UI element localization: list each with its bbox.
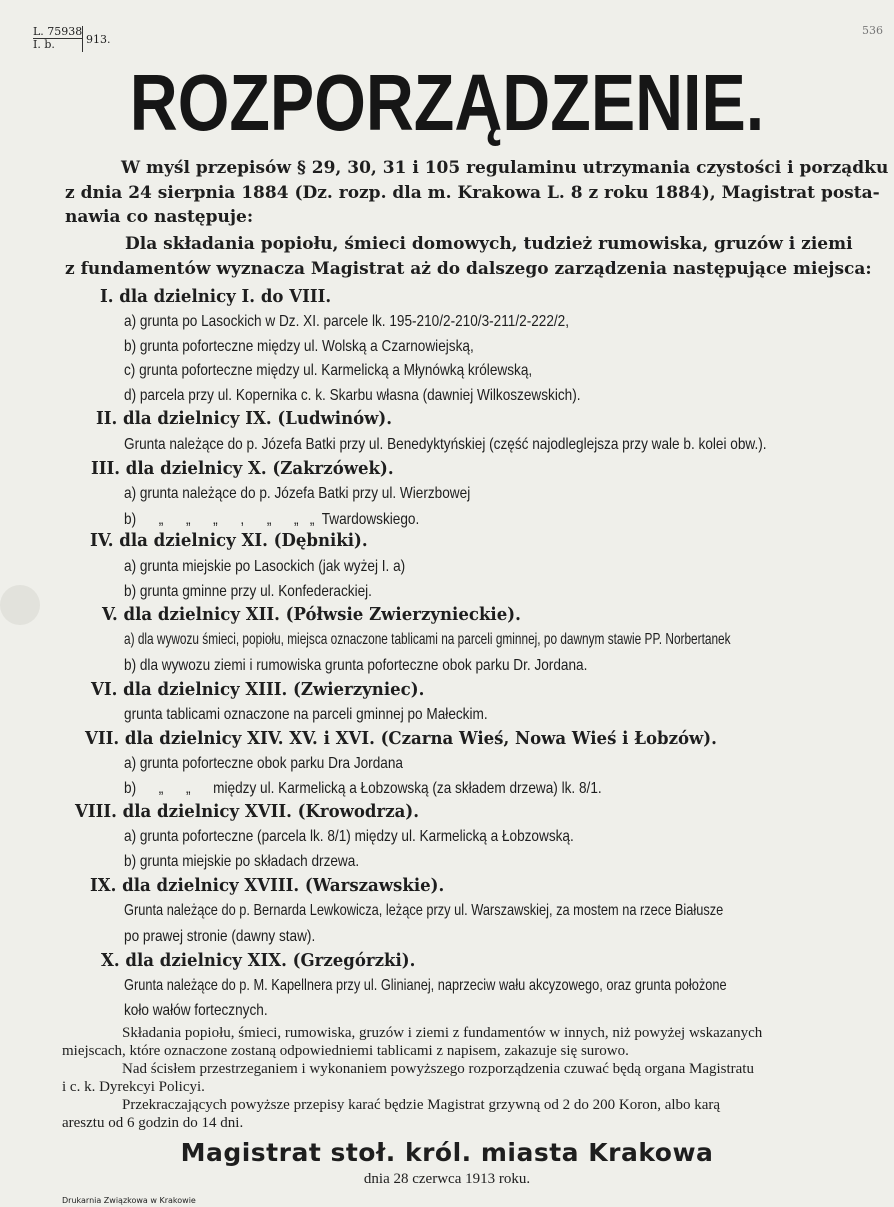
district-heading (91, 458, 394, 480)
district-item: d) parcela przy ul. Kopernika c. k. Skarbu własna (dawniej Wilkoszewskich). (124, 387, 581, 404)
district-label: dla dzielnicy I. do VIII. (119, 286, 332, 307)
district-item: Grunta należące do p. M. Kapellnera przy ul. Glinianej, naprzeciw wału akcyzowego, oraz grunta położone (124, 977, 727, 994)
closing-line: Nad ścisłem przestrzeganiem i wykonaniem powyższego rozporządzenia czuwać będą organa Magistratu (122, 1061, 754, 1077)
district-number: VI. (91, 679, 118, 700)
district-heading (85, 728, 717, 750)
district-item: a) grunta poforteczne obok parku Dra Jordana (124, 755, 403, 772)
district-label: dla dzielnicy XVIII. (Warszawskie). (122, 875, 445, 896)
district-number: IX. (90, 875, 117, 896)
district-number: III. (91, 458, 121, 479)
district-label: dla dzielnicy XII. (Półwsie Zwierzynieckie). (123, 604, 521, 625)
district-item: grunta tablicami oznaczone na parceli gminnej po Małeckim. (124, 706, 488, 723)
district-number: VII. (85, 728, 120, 749)
district-number: VIII. (75, 801, 117, 822)
reference-block (33, 26, 82, 51)
district-item: b) „ „ „ , „ „ „ Twardowskiego. (124, 511, 420, 528)
paper-stain (0, 585, 40, 625)
district-item: Grunta należące do p. Bernarda Lewkowicza, leżące przy ul. Warszawskiej, za mostem na rzece Białusze (124, 902, 724, 919)
closing-line: i c. k. Dyrekcyi Policyi. (62, 1079, 205, 1095)
reference-code: I. b. (33, 38, 55, 51)
reference-divider (82, 26, 83, 52)
district-heading (75, 801, 419, 823)
district-label: dla dzielnicy IX. (Ludwinów). (123, 408, 393, 429)
intro-line: W myśl przepisów § 29, 30, 31 i 105 regulaminu utrzymania czystości i porządku (121, 158, 889, 178)
district-item: po prawej stronie (dawny staw). (124, 928, 316, 945)
district-label: dla dzielnicy XI. (Dębniki). (119, 530, 368, 551)
district-heading (90, 530, 368, 552)
district-number: IV. (90, 530, 114, 551)
district-item: a) grunta poforteczne (parcela lk. 8/1) między ul. Karmelicką a Łobzowską. (124, 828, 574, 845)
district-item: b) grunta poforteczne między ul. Wolską a Czarnowiejską, (124, 338, 474, 355)
closing-line: Składania popiołu, śmieci, rumowiska, gruzów i ziemi z fundamentów w innych, niż powyżej wskazanych (122, 1025, 763, 1041)
district-number: II. (96, 408, 118, 429)
intro-line: z dnia 24 sierpnia 1884 (Dz. rozp. dla m. Krakowa L. 8 z roku 1884), Magistrat posta- (65, 183, 880, 203)
intro-line: nawia co następuje: (65, 207, 254, 227)
intro-line: Dla składania popiołu, śmieci domowych, tudzież rumowiska, gruzów i ziemi (125, 234, 853, 254)
district-heading (91, 679, 424, 701)
district-heading (90, 875, 444, 897)
district-label: dla dzielnicy XIX. (Grzegórzki). (125, 950, 416, 971)
district-item: b) grunta gminne przy ul. Konfederackiej. (124, 583, 372, 600)
district-item: a) grunta miejskie po Lasockich (jak wyżej I. a) (124, 558, 406, 575)
district-label: dla dzielnicy XIV. XV. i XVI. (Czarna Wieś, Nowa Wieś i Łobzów). (124, 728, 717, 749)
district-item: a) grunta należące do p. Józefa Batki przy ul. Wierzbowej (124, 485, 471, 502)
issue-date: dnia 28 czerwca 1913 roku. (363, 1171, 531, 1187)
district-item: b) dla wywozu ziemi i rumowiska grunta poforteczne obok parku Dr. Jordana. (124, 657, 588, 674)
page-title: ROZPORZĄDZENIE. (129, 58, 765, 147)
district-heading (100, 286, 331, 308)
closing-line: Przekraczających powyższe przepisy karać będzie Magistrat grzywną od 2 do 200 Koron, albo karą (122, 1097, 721, 1113)
closing-line: aresztu od 6 godzin do 14 dni. (62, 1115, 244, 1131)
district-heading (102, 604, 521, 626)
district-item: c) grunta poforteczne między ul. Karmelicką a Młynówką królewską, (124, 362, 533, 379)
intro-line: z fundamentów wyznacza Magistrat aż do dalszego zarządzenia następujące miejsca: (65, 259, 872, 279)
district-heading (101, 950, 415, 972)
district-heading (96, 408, 392, 430)
district-number: V. (102, 604, 118, 625)
district-item: b) „ „ między ul. Karmelicką a Łobzowską (za składem drzewa) lk. 8/1. (124, 780, 602, 797)
district-item: koło wałów fortecznych. (124, 1002, 268, 1019)
issuer-signature: Magistrat stoł. król. miasta Krakowa (180, 1138, 714, 1167)
reference-year: 913. (86, 33, 111, 46)
district-label: dla dzielnicy XVII. (Krowodrza). (122, 801, 419, 822)
closing-line: miejscach, które oznaczone zostaną odpowiedniemi tablicami z napisem, zakazuje się surowo. (62, 1043, 629, 1059)
reference-number: L. 75938 (33, 25, 83, 38)
district-number: X. (101, 950, 120, 971)
archive-stamp: 536 (862, 24, 883, 37)
district-item: a) grunta po Lasockich w Dz. XI. parcele lk. 195-210/2-210/3-211/2-222/2, (124, 313, 570, 330)
printer-credit: Drukarnia Związkowa w Krakowie (62, 1196, 196, 1205)
district-label: dla dzielnicy X. (Zakrzówek). (125, 458, 394, 479)
district-item: Grunta należące do p. Józefa Batki przy ul. Benedyktyńskiej (część najodleglejsza przy wale b. kolei obw.). (124, 436, 767, 453)
district-item: a) dla wywozu śmieci, popiołu, miejsca oznaczone tablicami na parceli gminnej, po dawnym stawie PP. Norbertanek (124, 631, 731, 648)
district-number: I. (100, 286, 114, 307)
district-label: dla dzielnicy XIII. (Zwierzyniec). (123, 679, 425, 700)
district-item: b) grunta miejskie po składach drzewa. (124, 853, 360, 870)
